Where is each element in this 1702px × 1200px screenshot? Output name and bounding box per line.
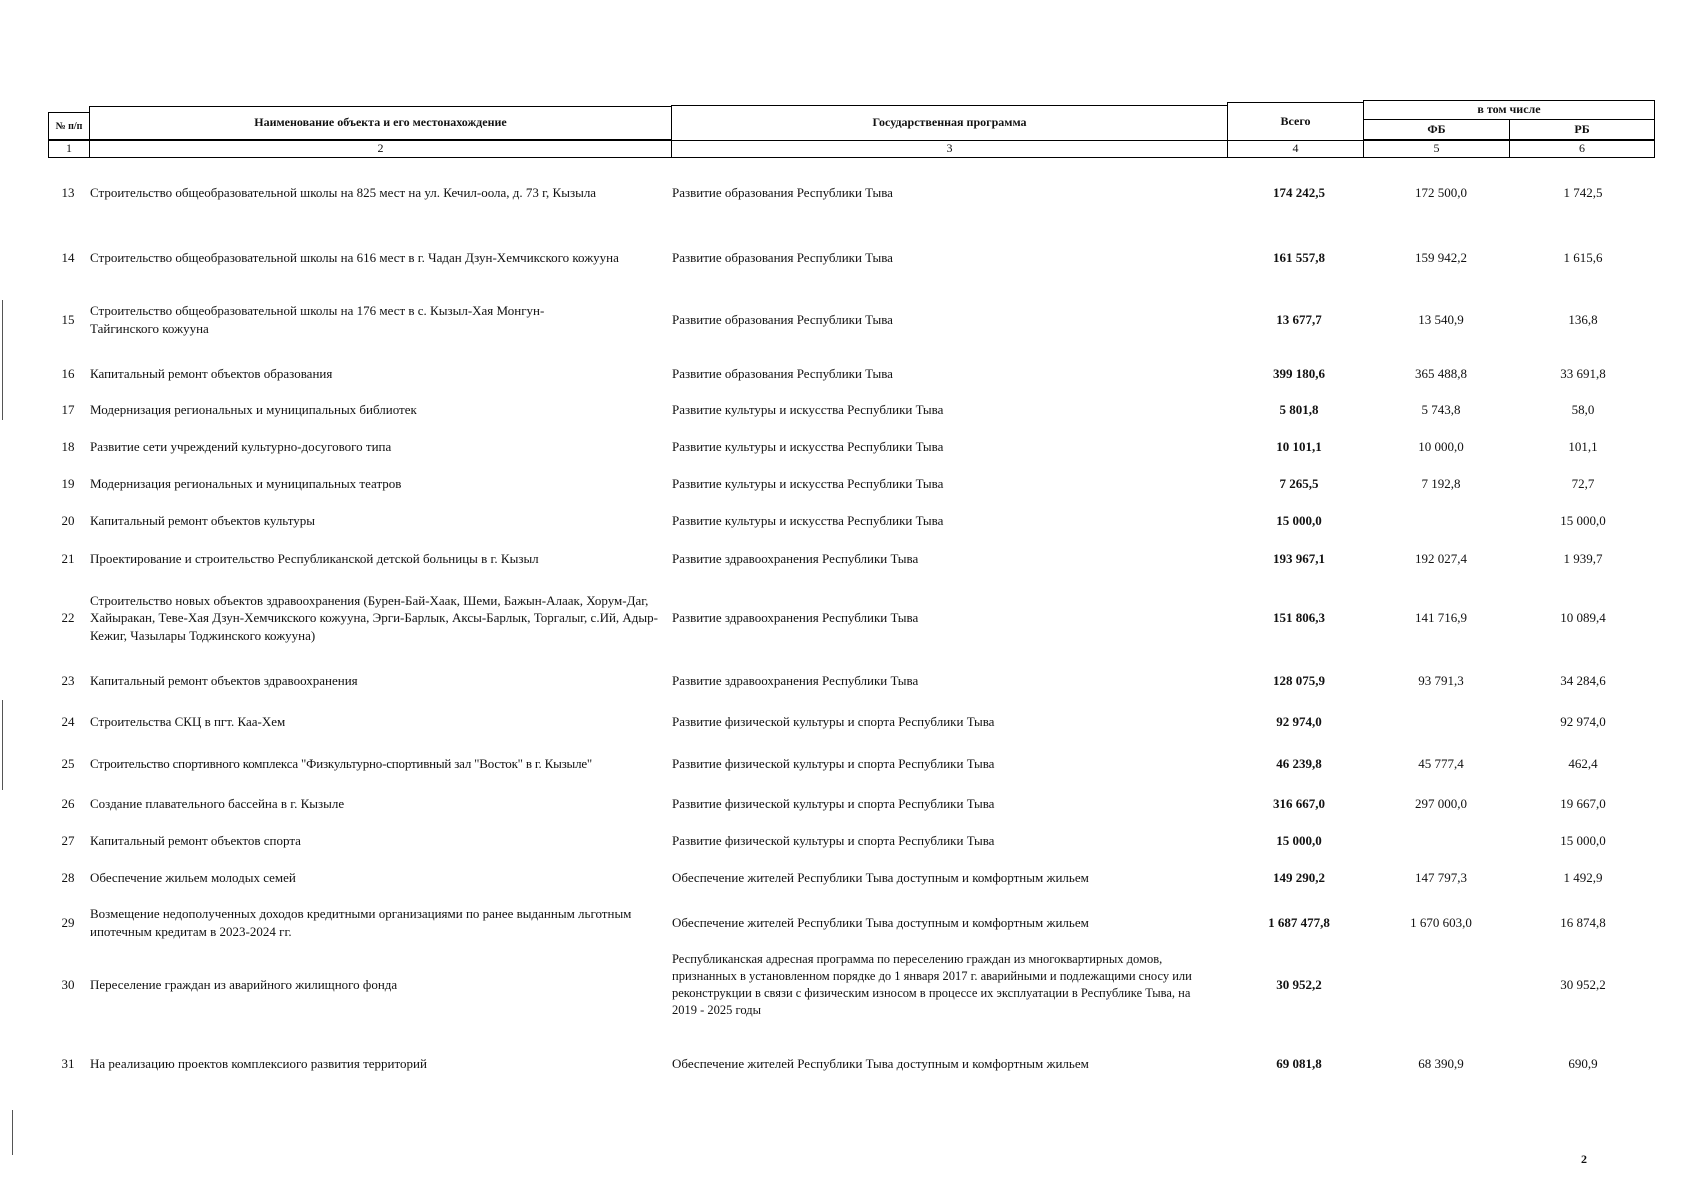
row-program: Обеспечение жителей Республики Тыва доступным и комфортным жильем [672,915,1089,931]
row-total: 30 952,2 [1276,977,1322,993]
row-name: Капитальный ремонт объектов здравоохранения [90,673,358,689]
row-name: Строительство общеобразовательной школы на 616 мест в г. Чадан Дзун-Хемчикского кожууна [90,250,619,266]
row-name: Модернизация региональных и муниципальных театров [90,476,402,492]
row-name: Капитальный ремонт объектов культуры [90,513,315,529]
row-fb: 10 000,0 [1418,439,1464,455]
row-name: Развитие сети учреждений культурно-досугового типа [90,439,392,455]
row-program: Республиканская адресная программа по переселению граждан из многоквартирных домов, признанных в установленном порядке до 1 января 2017 г. аварийными и подлежащими сносу или реконструкции в связи с физическим износом в процессе их эксплуатации в Республике Тыва, на 2019 - 2025 годы [672,952,1192,1017]
row-no: 21 [61,551,75,567]
row-name: Капитальный ремонт объектов образования [90,366,333,382]
row-name: Переселение граждан из аварийного жилищного фонда [90,977,398,993]
header-rb: РБ [1509,119,1655,140]
row-fb: 7 192,8 [1421,476,1461,492]
row-total: 149 290,2 [1273,870,1325,886]
row-name: Проектирование и строительство Республиканской детской больницы в г. Кызыл [90,551,539,567]
row-rb: 1 742,5 [1563,185,1603,201]
row-total: 1 687 477,8 [1268,915,1330,931]
row-fb: 147 797,3 [1415,870,1467,886]
row-name: Обеспечение жильем молодых семей [90,870,296,886]
row-rb: 462,4 [1568,756,1598,772]
row-no: 18 [61,439,75,455]
row-total: 5 801,8 [1279,402,1319,418]
row-no: 19 [61,476,75,492]
row-name: Возмещение недополученных доходов кредитными организациями по ранее выданным льготным ипотечным кредитам в 2023-2024 гг. [90,906,632,939]
row-no: 29 [61,915,75,931]
row-rb: 33 691,8 [1560,366,1606,382]
row-program: Развитие образования Республики Тыва [672,250,893,266]
row-total: 46 239,8 [1276,756,1322,772]
row-fb: 172 500,0 [1415,185,1467,201]
row-fb: 141 716,9 [1415,610,1467,626]
scan-edge-mark [2,700,3,790]
row-name: Строительство общеобразовательной школы на 825 мест на ул. Кечил-оола, д. 73 г, Кызыла [90,185,597,201]
row-name: Капитальный ремонт объектов спорта [90,833,301,849]
row-program: Развитие здравоохранения Республики Тыва [672,673,919,689]
row-no: 15 [61,312,75,328]
table-row [0,944,1702,1026]
row-rb: 30 952,2 [1560,977,1606,993]
header-colnum-6: 6 [1509,140,1655,158]
page-number: 2 [1581,1152,1587,1166]
row-fb [1370,827,1512,855]
table-row [0,238,1702,278]
row-no: 22 [61,610,75,626]
table-row [0,588,1702,648]
row-total: 193 967,1 [1273,551,1325,567]
row-name: На реализацию проектов комплексиого развития территорий [90,1056,427,1072]
table-row [0,750,1702,778]
row-fb: 93 791,3 [1418,673,1464,689]
header-no: № п/п [48,112,90,140]
row-fb: 192 027,4 [1415,551,1467,567]
row-program: Развитие образования Республики Тыва [672,312,893,328]
row-name: Создание плавательного бассейна в г. Кызыле [90,796,345,812]
row-rb: 10 089,4 [1560,610,1606,626]
header-total: Всего [1227,102,1364,141]
row-program: Развитие здравоохранения Республики Тыва [672,610,919,626]
row-total: 7 265,5 [1279,476,1319,492]
row-no: 24 [61,714,75,730]
row-name: Модернизация региональных и муниципальных библиотек [90,402,417,418]
row-no: 31 [61,1056,75,1072]
row-no: 27 [61,833,75,849]
row-fb: 365 488,8 [1415,366,1467,382]
table-row [0,545,1702,573]
row-total: 15 000,0 [1276,833,1322,849]
row-total: 399 180,6 [1273,366,1325,382]
row-total: 316 667,0 [1273,796,1325,812]
row-rb: 101,1 [1568,439,1598,455]
row-fb: 159 942,2 [1415,250,1467,266]
row-no: 14 [61,250,75,266]
row-fb: 1 670 603,0 [1410,915,1472,931]
row-total: 13 677,7 [1276,312,1322,328]
row-rb: 92 974,0 [1560,714,1606,730]
row-program: Развитие физической культуры и спорта Республики Тыва [672,833,995,849]
table-row [0,903,1702,943]
row-no: 16 [61,366,75,382]
row-no: 26 [61,796,75,812]
table-row [0,470,1702,498]
table-row [0,300,1702,340]
row-program: Развитие здравоохранения Республики Тыва [672,551,919,567]
row-program: Обеспечение жителей Республики Тыва доступным и комфортным жильем [672,1056,1089,1072]
row-name: Строительство общеобразовательной школы на 176 мест в с. Кызыл-Хая Монгун-Тайгинского кожууна [90,303,545,336]
header-colnum-1: 1 [48,140,90,158]
row-total: 128 075,9 [1273,673,1325,689]
row-rb: 58,0 [1571,402,1595,418]
row-rb: 34 284,6 [1560,673,1606,689]
header-colnum-4: 4 [1227,140,1364,158]
row-no: 17 [61,402,75,418]
table-row [0,433,1702,461]
row-rb: 690,9 [1568,1056,1598,1072]
row-program: Развитие физической культуры и спорта Республики Тыва [672,714,995,730]
row-fb: 297 000,0 [1415,796,1467,812]
row-fb [1370,507,1512,535]
header-name: Наименование объекта и его местонахождение [89,106,672,140]
header-incl: в том числе [1363,100,1655,120]
row-program: Развитие физической культуры и спорта Республики Тыва [672,796,995,812]
row-program: Развитие образования Республики Тыва [672,185,893,201]
row-no: 13 [61,185,75,201]
row-rb: 1 492,9 [1563,870,1603,886]
row-name: Строительства СКЦ в пгт. Каа-Хем [90,714,286,730]
row-program: Развитие культуры и искусства Республики Тыва [672,513,944,529]
row-rb: 15 000,0 [1560,513,1606,529]
table-row [0,1048,1702,1080]
table-row [0,667,1702,695]
table-row [0,175,1702,211]
row-program: Обеспечение жителей Республики Тыва доступным и комфортным жильем [672,870,1089,886]
table-row [0,708,1702,736]
scan-edge-mark [12,1110,13,1155]
row-total: 161 557,8 [1273,250,1325,266]
table-row [0,790,1702,818]
header-colnum-5: 5 [1363,140,1510,158]
row-program: Развитие физической культуры и спорта Республики Тыва [672,756,995,772]
row-rb: 1 939,7 [1563,551,1603,567]
header-fb: ФБ [1363,119,1510,140]
row-total: 10 101,1 [1276,439,1322,455]
table-row [0,360,1702,388]
row-name: Строительство спортивного комплекса "Физкультурно-спортивный зал "Восток" в г. Кызыле" [90,756,593,772]
row-rb: 19 667,0 [1560,796,1606,812]
scan-edge-mark [2,300,3,420]
header-program: Государственная программа [671,105,1228,141]
row-total: 15 000,0 [1276,513,1322,529]
row-no: 23 [61,673,75,689]
row-program: Развитие культуры и искусства Республики Тыва [672,402,944,418]
row-name: Строительство новых объектов здравоохранения (Бурен-Бай-Хаак, Шеми, Бажын-Алаак, Хорум-Даг, Хайыракан, Теве-Хая Дзун-Хемчикского кожууна, Эрги-Барлык, Аксы-Барлык, Торгалыг, с.Ий, Адыр-Кежиг, Чазылары Тоджинского кожууна) [90,592,658,643]
row-total: 69 081,8 [1276,1056,1322,1072]
row-fb: 13 540,9 [1418,312,1464,328]
row-fb: 68 390,9 [1418,1056,1464,1072]
row-fb: 5 743,8 [1421,402,1461,418]
row-no: 25 [61,756,75,772]
row-total: 92 974,0 [1276,714,1322,730]
header-colnum-2: 2 [89,140,672,158]
row-no: 30 [61,977,75,993]
table-row [0,507,1702,535]
table-row [0,864,1702,892]
row-total: 174 242,5 [1273,185,1325,201]
row-rb: 15 000,0 [1560,833,1606,849]
table-row [0,827,1702,855]
row-total: 151 806,3 [1273,610,1325,626]
row-program: Развитие культуры и искусства Республики Тыва [672,476,944,492]
row-fb: 45 777,4 [1418,756,1464,772]
row-no: 28 [61,870,75,886]
row-fb [1370,708,1512,736]
row-rb: 16 874,8 [1560,915,1606,931]
row-rb: 136,8 [1568,312,1598,328]
header-colnum-3: 3 [671,140,1228,158]
table-row [0,396,1702,424]
row-rb: 1 615,6 [1563,250,1603,266]
row-program: Развитие образования Республики Тыва [672,366,893,382]
row-no: 20 [61,513,75,529]
row-program: Развитие культуры и искусства Республики Тыва [672,439,944,455]
row-rb: 72,7 [1571,476,1595,492]
row-fb [1370,944,1512,1026]
